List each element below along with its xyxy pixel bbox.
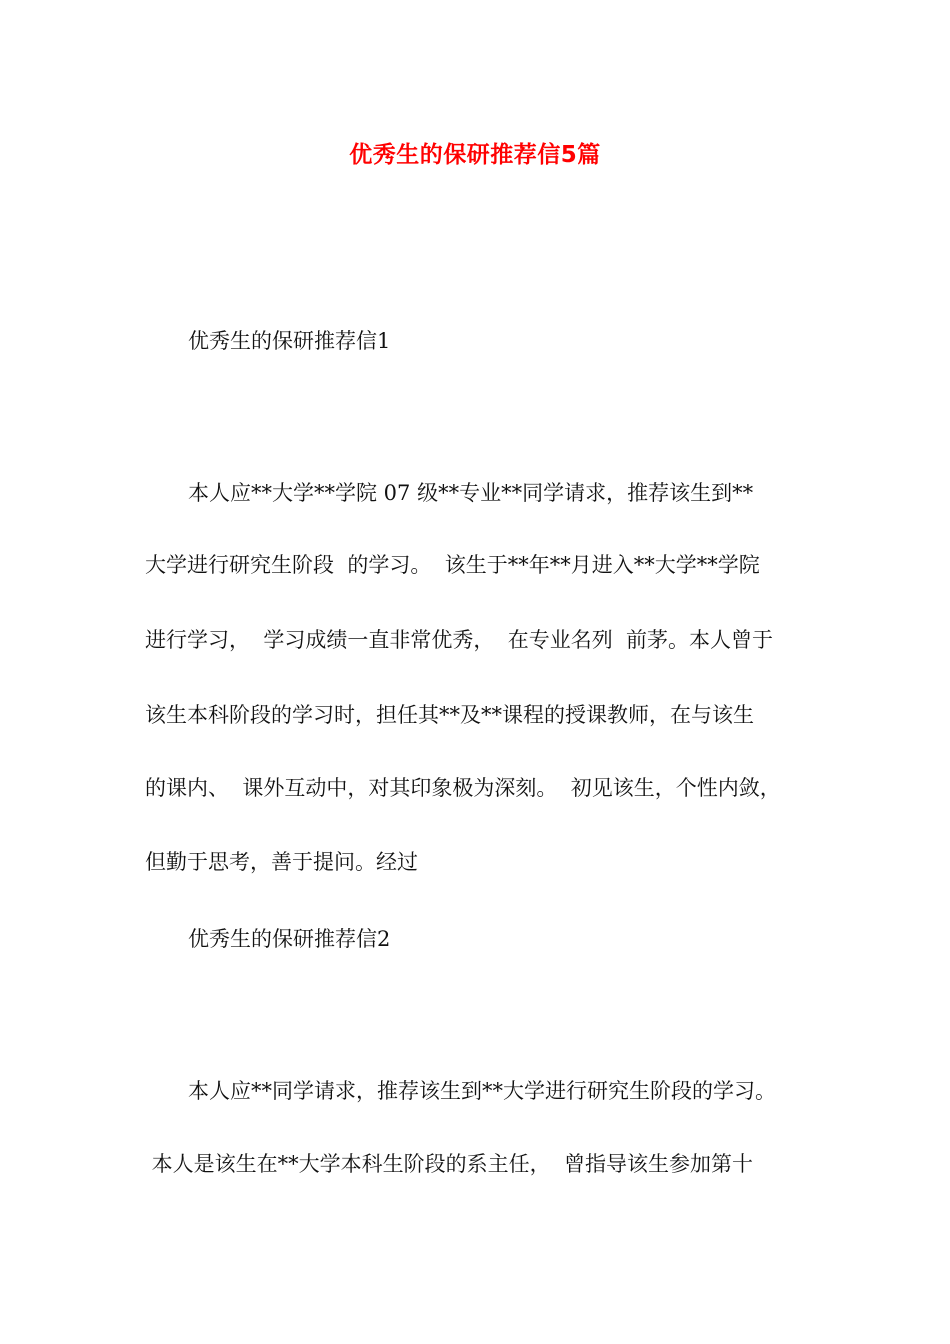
letter-1-line-4: 该生本科阶段的学习时，担任其**及**课程的授课教师，在与该生 <box>145 703 754 727</box>
letter-1-line-5: 的课内、 课外互动中，对其印象极为深刻。 初见该生，个性内敛， <box>145 776 781 800</box>
letter-2-line-1: 本人应**同学请求，推荐该生到**大学进行研究生阶段的学习。 <box>188 1079 776 1103</box>
letter-2-line-2: 本人是该生在**大学本科生阶段的系主任， 曾指导该生参加第十 <box>145 1152 754 1176</box>
letter-1-line-3: 进行学习， 学习成绩一直非常优秀， 在专业名列 前茅。本人曾于 <box>145 628 774 652</box>
letter-1-line-6: 但勤于思考，善于提问。经过 <box>145 850 418 874</box>
letter-1-line-1: 本人应**大学**学院 07 级**专业**同学请求，推荐该生到** <box>188 481 754 505</box>
letter-1-heading: 优秀生的保研推荐信1 <box>188 329 391 353</box>
letter-1-line-2: 大学进行研究生阶段 的学习。 该生于**年**月进入**大学**学院 <box>145 553 760 577</box>
document-title: 优秀生的保研推荐信5篇 <box>349 142 601 168</box>
letter-2-heading: 优秀生的保研推荐信2 <box>188 927 391 951</box>
